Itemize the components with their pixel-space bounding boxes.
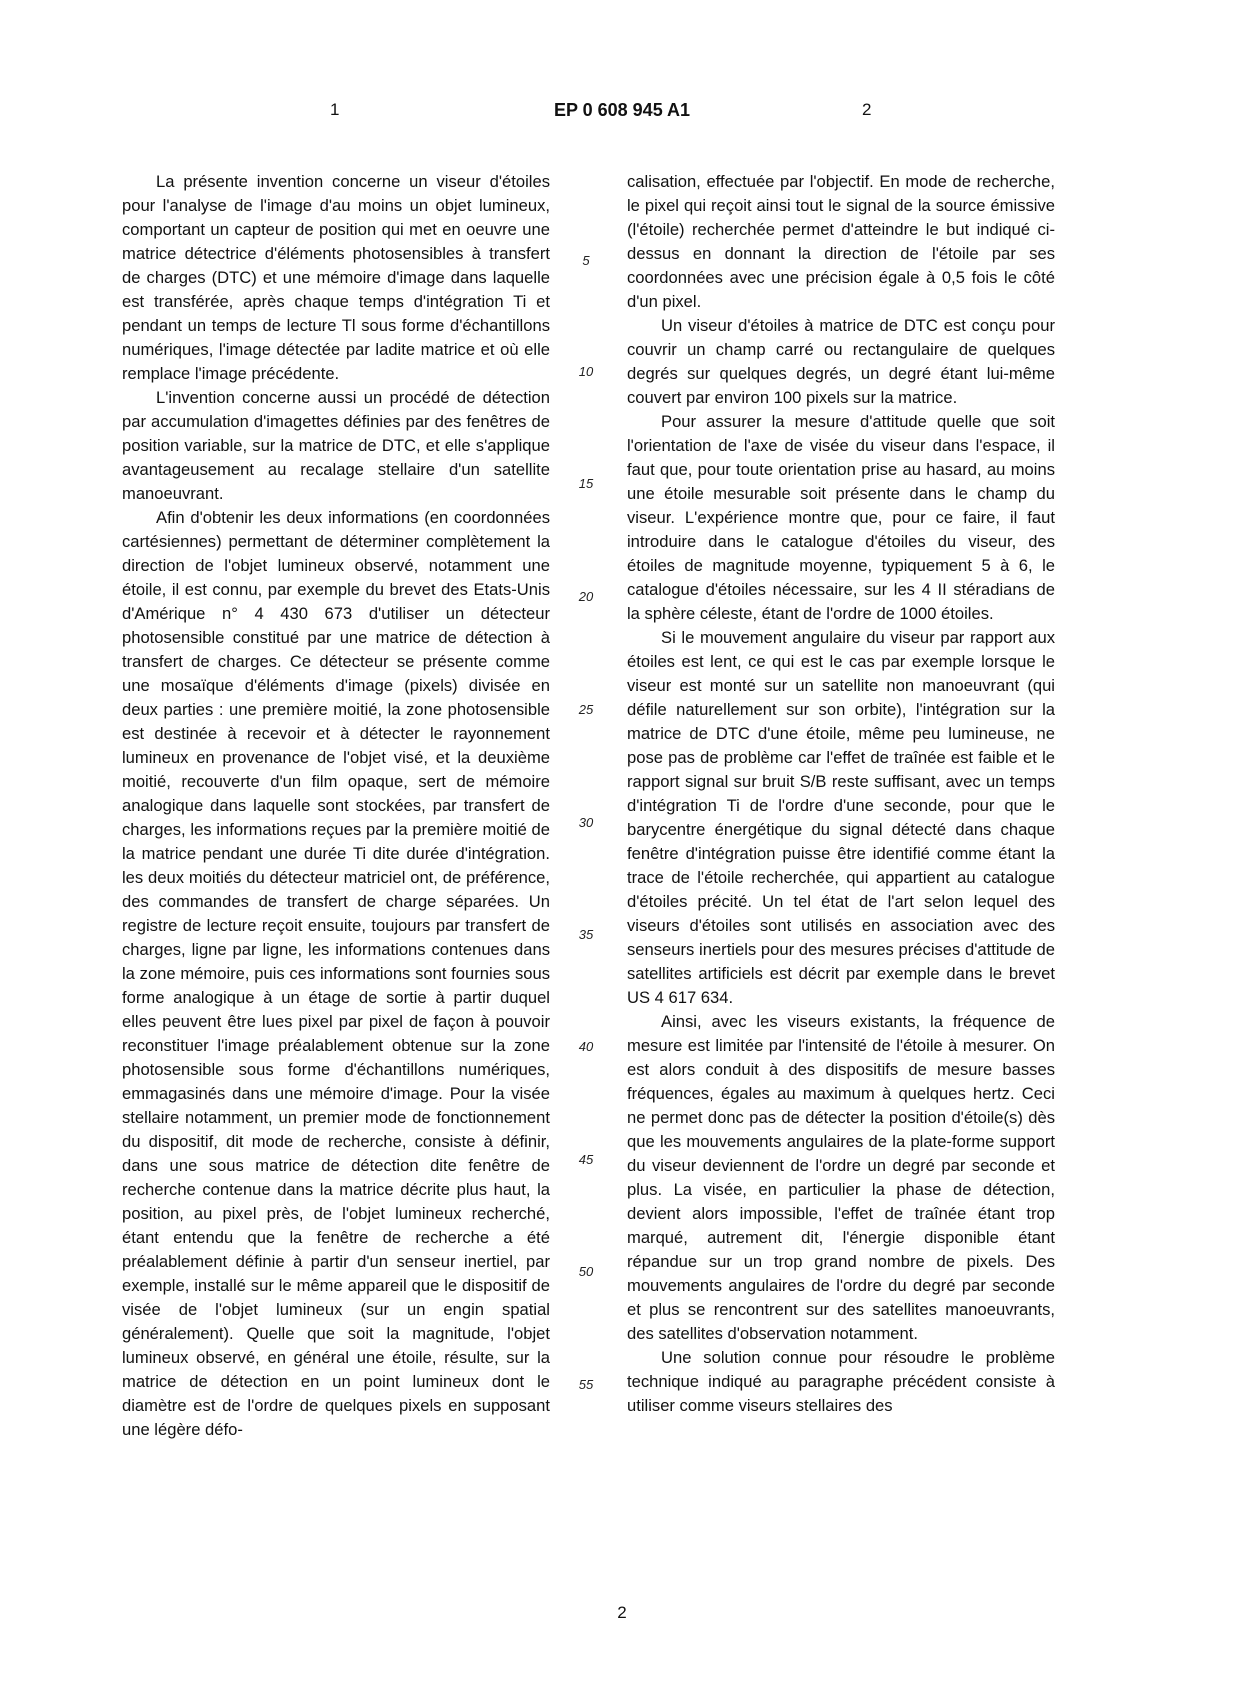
line-number: 5 xyxy=(582,253,590,268)
line-number: 35 xyxy=(578,927,594,942)
line-number: 10 xyxy=(578,364,594,379)
right-column xyxy=(627,170,1055,1418)
patent-number: EP 0 608 945 A1 xyxy=(553,100,691,120)
paragraph: Un viseur d'étoiles à matrice de DTC est conçu pour couvrir un champ carré ou rectangulaire de quelques degrés sur quelques degrés, un degré étant lui-même couvert par environ 100 pixels sur la matrice. xyxy=(627,316,1055,407)
paragraph: Afin d'obtenir les deux informations (en coordonnées cartésiennes) permettant de déterminer complètement la direction de l'objet lumineux observé, notamment une étoile, il est connu, par exemple du brevet des Etats-Unis d'Amérique n° 4 430 673 d'utiliser un détecteur photosensible constitué par une matrice de détection à transfert de charges. Ce détecteur se présente comme une mosaïque d'éléments d'image (pixels) divisée en deux parties : une première moitié, la zone photosensible est destinée à recevoir et à détecter le rayonnement lumineux en provenance de l'objet visé, et la deuxième moitié, recouverte d'un film opaque, sert de mémoire analogique dans laquelle sont stockées, par transfert de charges, les informations reçues par la première moitié de la matrice pendant une durée Ti dite durée d'intégration. les deux moitiés du détecteur matriciel ont, de préférence, des commandes de transfert de charge séparées. Un registre de lecture reçoit ensuite, toujours par transfert de charges, ligne par ligne, les informations contenues dans la zone mémoire, puis ces informations sont fournies sous forme analogique à un étage de sortie à partir duquel elles peuvent être lues pixel par pixel de façon à pouvoir reconstituer l'image préalablement obtenue sur la zone photosensible sous forme d'échantillons numériques, emmagasinés dans une mémoire d'image. Pour la visée stellaire notamment, un premier mode de fonctionnement du dispositif, dit mode de recherche, consiste à définir, dans une sous matrice de détection dite fenêtre de recherche contenue dans la matrice décrite plus haut, la position, au pixel près, de l'objet lumineux recherché, étant entendu que la fenêtre de recherche a été préalablement définie à partir d'un senseur inertiel, par exemple, installé sur le même appareil que le dispositif de visée de l'objet lumineux (sur un engin spatial généralement). Quelle que soit la magnitude, l'objet lumineux observé, en général une étoile, résulte, sur la matrice de détection en un point lumineux dont le diamètre est de l'ordre de quelques pixels en supposant une légère défo- xyxy=(122,508,550,1439)
paragraph: Une solution connue pour résoudre le problème technique indiqué au paragraphe précédent consiste à utiliser comme viseurs stellaires des xyxy=(627,1348,1055,1415)
line-number: 45 xyxy=(578,1152,594,1167)
paragraph: Ainsi, avec les viseurs existants, la fréquence de mesure est limitée par l'intensité de l'étoile à mesurer. On est alors conduit à des dispositifs de mesure basses fréquences, égales au maximum à quelques hertz. Ceci ne permet donc pas de détecter la position d'étoile(s) dès que les mouvements angulaires de la plate-forme support du viseur deviennent de l'ordre un degré par seconde et plus. La visée, en particulier la phase de détection, devient alors impossible, l'effet de traînée étant trop marqué, autrement dit, l'énergie disponible étant répandue sur un trop grand nombre de pixels. Des mouvements angulaires de l'ordre du degré par seconde et plus se rencontrent sur des satellites manoeuvrants, des satellites d'observation notamment. xyxy=(627,1012,1055,1343)
paragraph: Pour assurer la mesure d'attitude quelle que soit l'orientation de l'axe de visée du viseur dans l'espace, il faut que, pour toute orientation prise au hasard, au moins une étoile mesurable soit présente dans le champ du viseur. L'expérience montre que, pour ce faire, il faut introduire dans le catalogue d'étoiles du viseur, des étoiles de magnitude moyenne, typiquement 5 à 6, le catalogue d'étoiles nécessaire, sur les 4 II stéradians de la sphère céleste, étant de l'ordre de 1000 étoiles. xyxy=(627,412,1055,623)
page-footer-number: 2 xyxy=(617,1603,627,1622)
paragraph: Si le mouvement angulaire du viseur par rapport aux étoiles est lent, ce qui est le cas par exemple lorsque le viseur est monté sur un satellite non manoeuvrant (qui défile naturellement sur son orbite), l'intégration sur la matrice de DTC d'une étoile, même peu lumineuse, ne pose pas de problème car l'effet de traînée est faible et le rapport signal sur bruit S/B reste suffisant, avec un temps d'intégration Ti de l'ordre d'une seconde, pour que le barycentre énergétique du signal détecté dans chaque fenêtre d'intégration puisse être identifié comme étant la trace de l'étoile recherchée, qui appartient au catalogue d'étoiles précité. Un tel état de l'art selon lequel des viseurs d'étoiles sont utilisés en association avec des senseurs inertiels pour des mesures précises d'attitude de satellites artificiels est décrit par exemple dans le brevet US 4 617 634. xyxy=(627,628,1055,1007)
line-number: 40 xyxy=(578,1039,594,1054)
page-header xyxy=(0,100,1244,130)
header-right-page-number: 2 xyxy=(862,100,872,119)
line-number: 15 xyxy=(578,476,594,491)
header-left-page-number: 1 xyxy=(330,100,340,119)
paragraph: La présente invention concerne un viseur d'étoiles pour l'analyse de l'image d'au moins un objet lumineux, comportant un capteur de position qui met en oeuvre une matrice détectrice d'éléments photosensibles à transfert de charges (DTC) et une mémoire d'image dans laquelle est transférée, après chaque temps d'intégration Ti et pendant un temps de lecture Tl sous forme d'échantillons numériques, l'image détectée par ladite matrice et où elle remplace l'image précédente. xyxy=(122,172,550,383)
line-number: 50 xyxy=(578,1264,594,1279)
line-number: 20 xyxy=(578,589,594,604)
line-number: 30 xyxy=(578,815,594,830)
paragraph: calisation, effectuée par l'objectif. En mode de recherche, le pixel qui reçoit ainsi tout le signal de la source émissive (l'étoile) recherchée permet d'atteindre le but indiqué ci-dessus en donnant la direction de l'étoile par ses coordonnées avec une précision égale à 0,5 fois le côté d'un pixel. xyxy=(627,172,1055,311)
left-column xyxy=(122,170,550,1442)
line-number: 55 xyxy=(578,1377,594,1392)
paragraph: L'invention concerne aussi un procédé de détection par accumulation d'imagettes définies par des fenêtres de position variable, sur la matrice de DTC, et elle s'applique avantageusement au recalage stellaire d'un satellite manoeuvrant. xyxy=(122,388,550,503)
line-number: 25 xyxy=(578,702,594,717)
